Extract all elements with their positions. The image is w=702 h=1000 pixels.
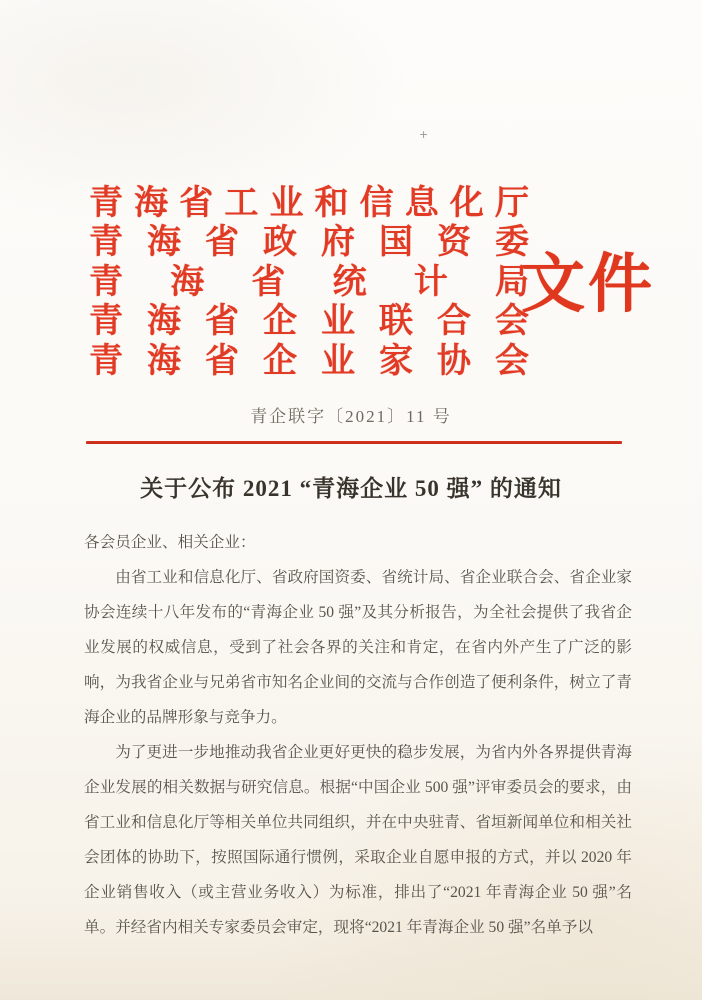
scan-artifact-mark: + [419, 128, 429, 141]
letterhead-issuers [89, 184, 529, 381]
issuer-line-statistics-bureau: 青 海 省 统 计 局 [89, 263, 529, 301]
document-body [84, 525, 632, 945]
red-divider-rule [86, 441, 622, 444]
issuer-line-industry-it-dept: 青 海 省 工 业 和 信 息 化 厅 [89, 185, 529, 222]
document-reference-number: 青企联字〔2021〕11 号 [250, 407, 452, 426]
issuer-line-entrepreneurs-association: 青 海 省 企 业 家 协 会 [89, 342, 529, 380]
issuer-line-enterprise-confederation: 青 海 省 企 业 联 合 会 [89, 303, 529, 341]
body-paragraph-1: 由省工业和信息化厅、省政府国资委、省统计局、省企业联合会、省企业家协会连续十八年发布的“青海企业 50 强”及其分析报告，为全社会提供了我省企业发展的权威信息，受到了社会各界的关注和肯定，在省内外产生了广泛的影响，为我省企业与兄弟省市知名企业间的交流与合作创造了便利条件，树立了青海企业的品牌形象与竞争力。 [84, 569, 632, 726]
salutation-line: 各会员企业、相关企业： [84, 534, 256, 551]
document-title: 关于公布 2021 “青海企业 50 强” 的通知 [140, 476, 562, 501]
body-paragraph-2: 为了更进一步地推动我省企业更好更快的稳步发展，为省内外各界提供青海企业发展的相关数据与研究信息。根据“中国企业 500 强”评审委员会的要求，由省工业和信息化厅等相关单位共同组织，并在中央驻青、省垣新闻单位和相关社会团体的协助下，按照国际通行惯例，采取企业自愿申报的方式，并以 2020 年企业销售收入（或主营业务收入）为标准，排出了“2021 年青海企业 50 强”名单。并经省内相关专家委员会审定，现将“2021 年青海企业 50 强”名单予以 [84, 744, 632, 936]
letterhead-wenjian-label: 文件 [521, 249, 655, 320]
issuer-line-sasac: 青 海 省 政 府 国 资 委 [89, 224, 529, 262]
